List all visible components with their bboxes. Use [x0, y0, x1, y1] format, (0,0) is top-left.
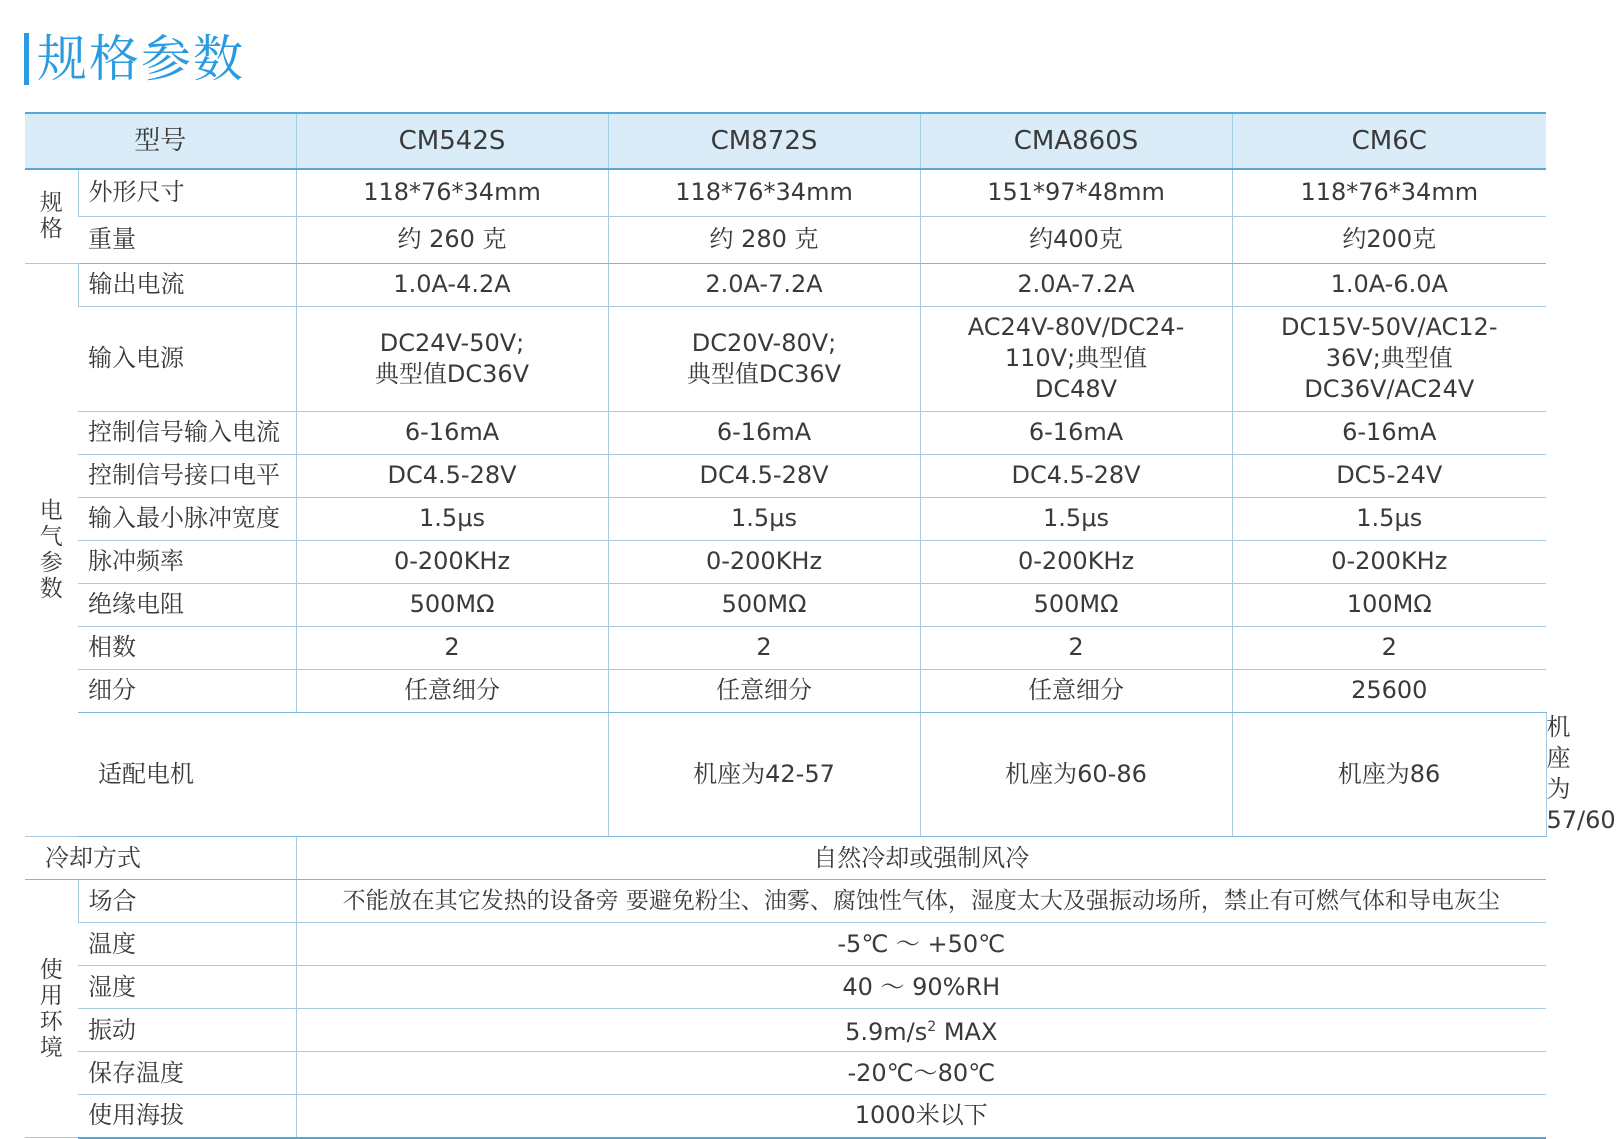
row-label: 场合 — [78, 880, 296, 923]
cell-merged: 不能放在其它发热的设备旁 要避免粉尘、油雾、腐蚀性气体，湿度太大及强振动场所，禁止有可燃气体和导电灰尘 — [296, 880, 1546, 923]
table-row — [25, 1009, 1546, 1052]
page-title-block — [24, 30, 245, 88]
cell: 2 — [1232, 626, 1546, 669]
table-row — [25, 497, 1546, 540]
cell: 1.5μs — [920, 497, 1232, 540]
cell: 151*97*48mm — [920, 169, 1232, 216]
cell: 2.0A-7.2A — [608, 263, 920, 306]
row-label: 冷却方式 — [25, 837, 296, 880]
cell: 机座为86 — [1232, 712, 1546, 837]
cell: 100MΩ — [1232, 583, 1546, 626]
cell: DC24V-50V; 典型值DC36V — [296, 306, 608, 411]
cell: 任意细分 — [296, 669, 608, 712]
group-label-env: 使用环境 — [25, 880, 78, 1138]
cell: 2 — [608, 626, 920, 669]
cell: 118*76*34mm — [1232, 169, 1546, 216]
row-label: 细分 — [78, 669, 296, 712]
table-row — [25, 1052, 1546, 1095]
cell: 118*76*34mm — [608, 169, 920, 216]
row-label: 重量 — [78, 216, 296, 263]
cell: DC20V-80V; 典型值DC36V — [608, 306, 920, 411]
row-label: 输入最小脉冲宽度 — [78, 497, 296, 540]
table-row — [25, 263, 1546, 306]
cell-merged: $5.9m/s^2$ MAX — [296, 1009, 1546, 1052]
row-label: 控制信号接口电平 — [78, 454, 296, 497]
table-row: 适配电机 机座为42-57 机座为60-86 机座为86 机座为57/60 — [25, 712, 1546, 837]
cell: 2 — [296, 626, 608, 669]
cell: 2 — [920, 626, 1232, 669]
cell: 2.0A-7.2A — [920, 263, 1232, 306]
row-label: 相数 — [78, 626, 296, 669]
table-row — [25, 583, 1546, 626]
table-row — [25, 837, 1546, 880]
cell: 机座为60-86 — [920, 712, 1232, 837]
cell-merged: -20℃～80℃ — [296, 1052, 1546, 1095]
table-row — [25, 626, 1546, 669]
cell: 0-200KHz — [608, 540, 920, 583]
table-row — [25, 669, 1546, 712]
header-model: CM6C — [1232, 113, 1546, 169]
header-model: CMA860S — [920, 113, 1232, 169]
cell: 25600 — [1232, 669, 1546, 712]
cell: 6-16mA — [920, 411, 1232, 454]
cell: 500MΩ — [296, 583, 608, 626]
cell: 118*76*34mm — [296, 169, 608, 216]
cell: 6-16mA — [608, 411, 920, 454]
row-label: 外形尺寸 — [78, 169, 296, 216]
group-label-electrical: 电气参数 — [25, 263, 78, 837]
row-label: 控制信号输入电流 — [78, 411, 296, 454]
cell: 0-200KHz — [1232, 540, 1546, 583]
cell: 1.0A-4.2A — [296, 263, 608, 306]
cell: 1.5μs — [296, 497, 608, 540]
row-label: 绝缘电阻 — [78, 583, 296, 626]
row-label: 湿度 — [78, 966, 296, 1009]
table-row — [25, 216, 1546, 263]
cell: 约400克 — [920, 216, 1232, 263]
table-row — [25, 540, 1546, 583]
cell: 任意细分 — [920, 669, 1232, 712]
title-accent-bar — [24, 33, 29, 85]
table-row — [25, 306, 1546, 411]
cell: 6-16mA — [1232, 411, 1546, 454]
cell: 1.5μs — [1232, 497, 1546, 540]
header-model-label: 型号 — [25, 113, 296, 169]
cell: 500MΩ — [608, 583, 920, 626]
row-label: 输出电流 — [78, 263, 296, 306]
cell-merged: 40 ～ 90%RH — [296, 966, 1546, 1009]
row-label: 温度 — [78, 923, 296, 966]
cell: 500MΩ — [920, 583, 1232, 626]
cell: 机座为42-57 — [608, 712, 920, 837]
cell: DC5-24V — [1232, 454, 1546, 497]
cell: 0-200KHz — [296, 540, 608, 583]
table-row — [25, 411, 1546, 454]
cell: DC4.5-28V — [608, 454, 920, 497]
spec-table — [25, 112, 1616, 1139]
row-label: 保存温度 — [78, 1052, 296, 1095]
table-row — [25, 923, 1546, 966]
header-model: CM872S — [608, 113, 920, 169]
cell: DC4.5-28V — [296, 454, 608, 497]
group-label-spec: 规格 — [25, 169, 78, 263]
row-label: 振动 — [78, 1009, 296, 1052]
cell-merged: -5℃ ～ +50℃ — [296, 923, 1546, 966]
table-row — [25, 454, 1546, 497]
cell: 6-16mA — [296, 411, 608, 454]
cell: 任意细分 — [608, 669, 920, 712]
table-row — [25, 966, 1546, 1009]
table-row — [25, 880, 1546, 923]
page-title: 规格参数 — [37, 30, 245, 88]
cell: 0-200KHz — [920, 540, 1232, 583]
row-label: 脉冲频率 — [78, 540, 296, 583]
row-label: 使用海拔 — [78, 1095, 296, 1138]
cell: DC4.5-28V — [920, 454, 1232, 497]
cell: 1.5μs — [608, 497, 920, 540]
cell: 约 260 克 — [296, 216, 608, 263]
cell: AC24V-80V/DC24- 110V;典型值 DC48V — [920, 306, 1232, 411]
table-row — [25, 169, 1546, 216]
cell-merged: 1000米以下 — [296, 1095, 1546, 1138]
cell: DC15V-50V/AC12- 36V;典型值 DC36V/AC24V — [1232, 306, 1546, 411]
header-model: CM542S — [296, 113, 608, 169]
table-row — [25, 1095, 1546, 1138]
cell: 约200克 — [1232, 216, 1546, 263]
row-label: 适配电机 — [78, 712, 608, 837]
cell-merged: 自然冷却或强制风冷 — [296, 837, 1546, 880]
cell: 约 280 克 — [608, 216, 920, 263]
cell: 1.0A-6.0A — [1232, 263, 1546, 306]
header-row — [25, 113, 1546, 169]
row-label: 输入电源 — [78, 306, 296, 411]
